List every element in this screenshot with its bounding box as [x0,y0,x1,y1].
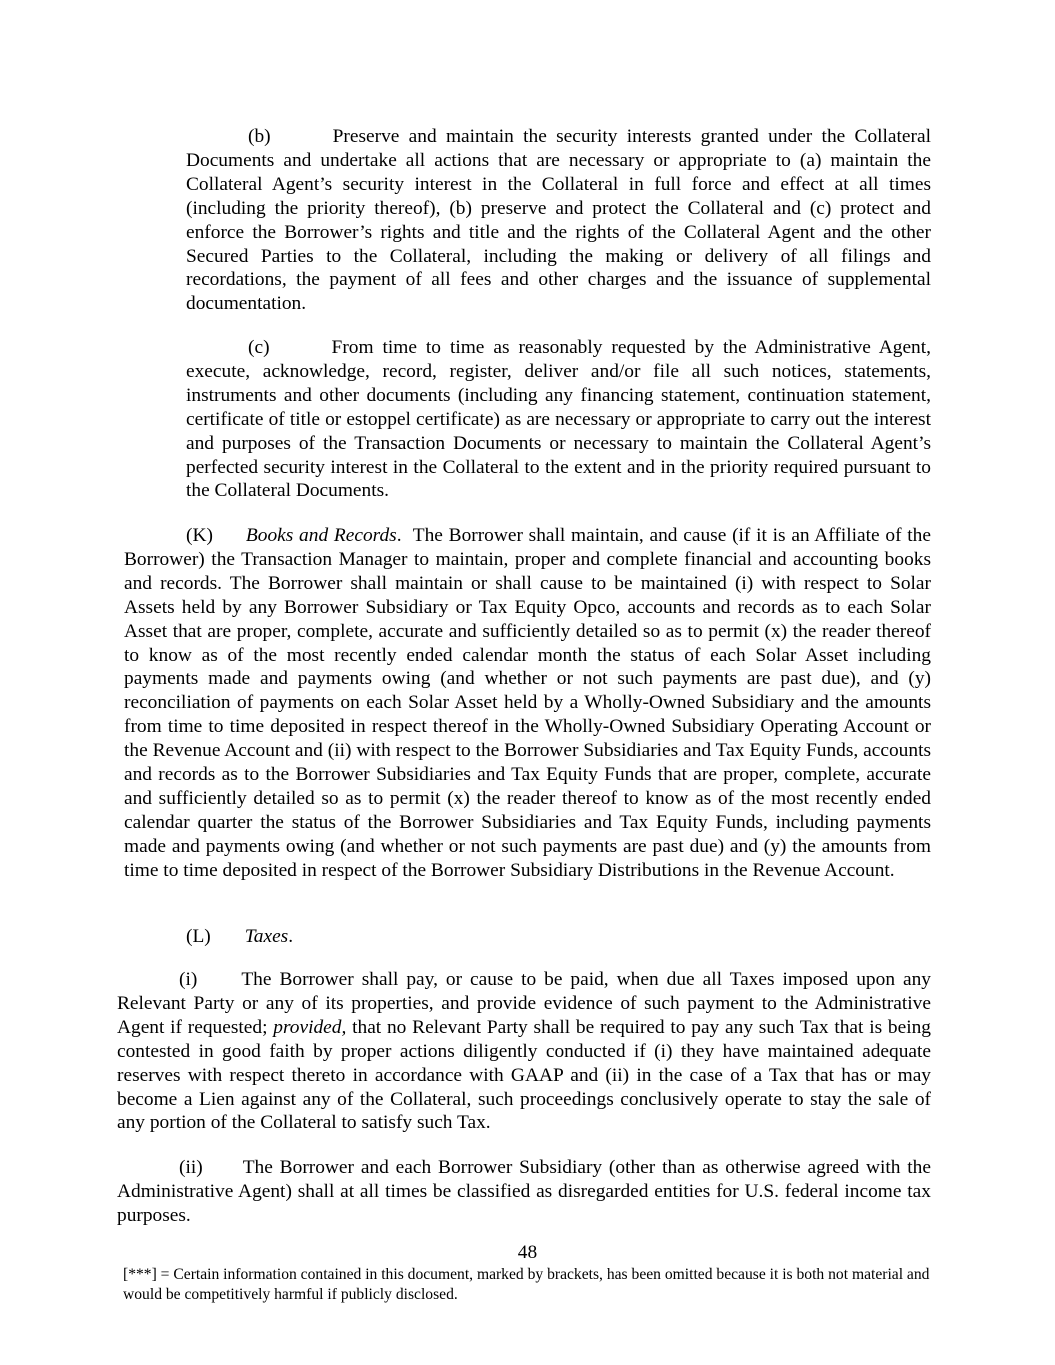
paragraph-marker: (c) [248,337,270,358]
paragraph-text-continued: that no Relevant Party shall be required to pay any such Tax that is being contested in good faith by proper actions diligently conducted if (i) they have maintained adequate reserves with respect thereto in accordance with GAAP and (ii) in the case of a Tax that has or may become a Lien against any of the Collateral, such proceedings conclusively operate to stay the sale of any portion of the Collateral to satisfy such Tax. [117,1016,931,1134]
footnote: [***] = Certain information contained in this document, marked by brackets, has been omitted because it is both not material and would be competitively harmful if publicly disclosed. [123,1266,930,1303]
paragraph-marker: (b) [248,126,271,147]
paragraph-b [186,125,931,316]
heading-period: . [288,926,294,947]
section-heading: Books and Records [245,525,397,546]
section-marker: (K) [186,525,213,546]
section-l-taxes [124,925,931,949]
paragraph-i [117,968,931,1135]
paragraph-text: The Borrower shall pay, or cause to be paid, when due all Taxes imposed upon any Relevant Party or any of its properties, and provide evidence of such payment to the Administrative Agent if requested; [117,969,931,1038]
section-k-books-and-records [124,524,931,883]
paragraph-text: Preserve and maintain the security interests granted under the Collateral Documents and undertake all actions that are necessary or appropriate to (a) maintain the Collateral Agent’s security interest in the Collateral in full force and effect at all times (including the priority thereof), (b) preserve and protect the Collateral and (c) protect and enforce the Borrower’s rights and title and the rights of the Collateral Agent and the other Secured Parties to the Collateral, including the making or delivery of all filings and recordations, the payment of all fees and other charges and the issuance of supplemental documentation. [186,126,931,315]
paragraph-text: From time to time as reasonably requested by the Administrative Agent, execute, acknowledge, record, register, deliver and/or file all such notices, statements, instruments and other documents (including any financing statement, continuation statement, certificate of title or estoppel certificate) as are necessary or appropriate to carry out the interest and purposes of the Transaction Documents or necessary to maintain the Collateral Agent’s perfected security interest in the Collateral to the extent and in the priority required pursuant to the Collateral Documents. [186,337,931,502]
section-marker: (L) [186,926,211,947]
paragraph-ii [117,1156,931,1228]
heading-period: . [396,525,402,546]
page-number: 48 [517,1242,538,1263]
paragraph-c [186,336,931,503]
paragraph-marker: (i) [179,969,198,990]
paragraph-text: The Borrower shall maintain, and cause (if it is an Affiliate of the Borrower) the Transaction Manager to maintain, proper and complete financial and accounting books and records. The Borrower shall maintain or shall cause to be maintained (i) with respect to Solar Assets held by any Borrower Subsidiary or Tax Equity Opco, accounts and records as to each Solar Asset that are proper, complete, accurate and sufficiently detailed so as to permit (x) the reader thereof to know as of the most recently ended calendar month the status of each Solar Asset including payments made and payments owing (and whether or not such payments are past due), and (y) reconciliation of payments on each Solar Asset held by a Wholly-Owned Subsidiary and the amounts from time to time deposited in respect thereof in the Wholly-Owned Subsidiary Operating Account or the Revenue Account and (ii) with respect to the Borrower Subsidiaries and Tax Equity Funds, accounts and records as to the Borrower Subsidiaries and Tax Equity Funds that are proper, complete, accurate and sufficiently detailed so as to permit (x) the reader thereof to know as of the most recently ended calendar quarter the status of the Borrower Subsidiaries and Tax Equity Funds, including payments made and payments owing (and whether or not such payments are past due) and (y) the amounts from time to time deposited in respect of the Borrower Subsidiary Distributions in the Revenue Account. [124,525,931,881]
section-heading: Taxes [244,926,289,947]
paragraph-text: The Borrower and each Borrower Subsidiary (other than as otherwise agreed with the Administrative Agent) shall at all times be classified as disregarded entities for U.S. federal income tax purposes. [117,1157,931,1226]
paragraph-marker: (ii) [179,1157,203,1178]
italic-term: provided, [273,1016,347,1038]
